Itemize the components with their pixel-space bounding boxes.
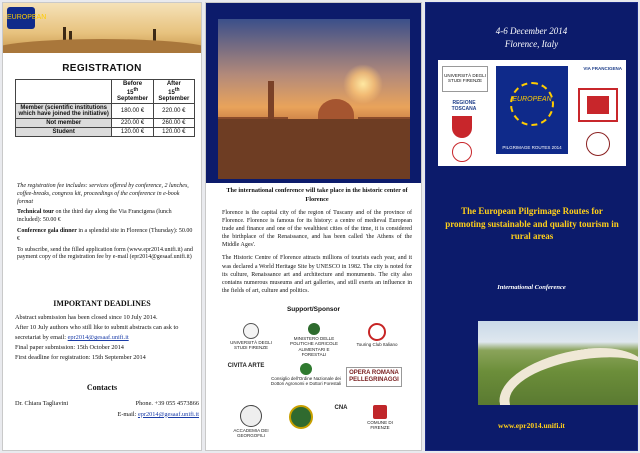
deadlines-title: IMPORTANT DEADLINES	[53, 299, 151, 308]
conference-title: The European Pilgrimage Routes for promoting sustainable and quality tourism in rural areas	[445, 206, 619, 242]
sponsor-logos	[224, 319, 404, 447]
conference-date: 4-6 December 2014 Florence, Italy	[495, 26, 568, 49]
registration-fee-table	[15, 79, 195, 137]
via-francigena-logo: VIA FRANCIGENA	[583, 66, 622, 71]
contact-email-link[interactable]: epr2014@gesaaf.unifi.it	[137, 410, 199, 418]
contact-name: Dr. Chiara Tagliavini	[15, 400, 69, 407]
european-pilgrimage-logo: EUROPEAN PILGRIMAGE ROUTES 2014	[496, 66, 568, 154]
table-header: Before 15th September	[112, 80, 153, 104]
sponsor-logo: ACCADEMIA DEI GEORGOFILI	[226, 405, 276, 439]
right-panel	[425, 2, 638, 451]
left-panel	[2, 2, 202, 451]
unifi-logo: UNIVERSITÀ DEGLI STUDI FIRENZE	[442, 66, 488, 92]
sponsor-title: Support/Sponsor	[286, 306, 341, 313]
pegasus-emblem-icon	[452, 116, 472, 138]
sponsor-logo: OPERA ROMANA PELLEGRINAGGI	[346, 367, 402, 387]
seal-icon	[452, 142, 472, 162]
middle-panel	[205, 2, 422, 451]
fee-notes: The registration fee includes: services offered by conference, 2 lunches, coffee-breaks, congress kit, proceedings of the conference in e-book format Technical tour on the third day along the Via Francigena (lunch included): 50.00 € Conference gala dinner in a splendid site in Florence (Thursday): 50.00 € To subscribe, send the filled application form (www.epr2014.unifi.it) and payment copy of the registration fee by e-mail (epr2014@gesaaf.unifi.it)	[17, 183, 193, 261]
regione-toscana-logo: REGIONE TOSCANA	[451, 100, 477, 112]
registration-title: REGISTRATION	[62, 63, 142, 74]
table-header: After 15th September	[153, 80, 194, 104]
university-seal-icon	[586, 132, 610, 156]
table-row: Member (scientific institutions which have joined the initiative) 180.00 € 220.00 €	[16, 104, 195, 119]
tuscany-header-image	[3, 3, 201, 53]
sponsor-logo: UNIVERSITÀ DEGLI STUDI FIRENZE	[226, 323, 276, 351]
sponsor-logo: CIVITA ARTE	[227, 363, 265, 369]
florence-description: The international conference will take place in the historic center of Florence Florence is the capital city of the region of Tuscany and of the province of Florence. Florence is famous for its history: a centre of medieval European trade and finance and one of the wealthiest cities of the time, it is considered the birthplace of the Renaissance, and has been called 'the Athens of the Middle Ages'. The Historic Centre of Florence attracts millions of tourists each year, and it was declared a World Heritage Site by UNESCO in 1982. The city is noted for its culture, Renaissance art and architecture and monuments. The city also contains numerous museums and art galleries, and still exerts an influence in the fields of art, culture and politics.	[222, 187, 412, 294]
sponsor-logo	[284, 405, 318, 430]
partner-logos	[438, 60, 626, 166]
conference-subtitle: International Conference	[497, 284, 566, 291]
european-logo: EUROPEAN	[7, 7, 35, 29]
secretariat-email-link[interactable]: epr2014@gesaaf.unifi.it	[67, 334, 129, 342]
sponsor-logo: MINISTERO DELLE POLITICHE AGRICOLE ALIMENTARI E FORESTALI	[286, 323, 342, 358]
table-header	[16, 80, 112, 104]
aevf-logo	[578, 88, 618, 122]
sponsor-logo: Consiglio dell'Ordine Nazionale dei Dottori Agronomi e Dottori Forestali	[270, 363, 342, 387]
contact-phone: Phone. +39 055 4573866	[135, 400, 199, 407]
table-row: Student 120.00 € 120.00 €	[16, 128, 195, 137]
conference-url-link[interactable]: www.epr2014.unifi.it	[498, 421, 565, 430]
deadlines-list: Abstract submission has been closed since 10 July 2014. After 10 July authors who still like to submit abstracts can ask to secretariat by email: epr2014@gesaaf.unifi.it Final paper submission: 15th October 2014 First deadline for registration: 15th September 2014	[15, 314, 179, 362]
table-row: Not member 220.00 € 260.00 €	[16, 119, 195, 128]
contacts-title: Contacts	[86, 383, 118, 392]
countryside-road-photo	[478, 321, 638, 405]
sponsor-logo: COMUNE DI FIRENZE	[358, 405, 402, 431]
contacts-block: Dr. Chiara Tagliavini Phone. +39 055 4573866 E-mail: epr2014@gesaaf.unifi.it	[15, 400, 199, 418]
sponsor-logo: Touring Club Italiano	[352, 323, 402, 347]
florence-skyline-photo	[218, 19, 410, 179]
sponsor-logo: CNA	[334, 405, 348, 411]
